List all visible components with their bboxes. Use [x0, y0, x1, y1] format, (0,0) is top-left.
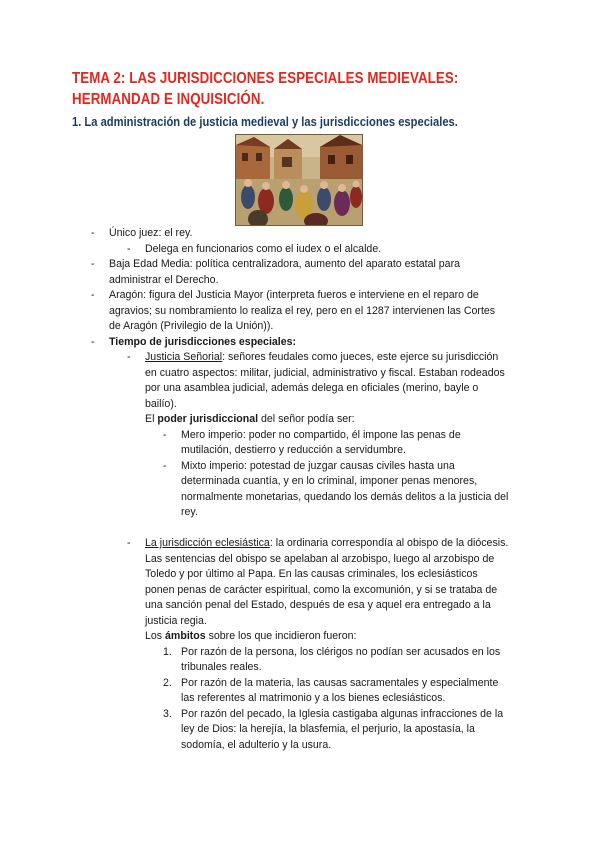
- list-number: 1.: [163, 646, 172, 658]
- bullet-unico-juez: Único juez: el rey.: [109, 227, 193, 239]
- eclesiastica-text: : la ordinaria correspondía al obispo de la diócesis.: [269, 537, 509, 549]
- mixto-imperio-line-3: normalmente monetarias, quedando los demás delitos a la justicia del: [181, 491, 509, 503]
- bullet-aragon-line-3: de Aragón (Privilegio de la Unión)).: [109, 320, 274, 332]
- poder-post: del señor podía ser:: [258, 413, 355, 425]
- ambito-pecado-line-1: Por razón del pecado, la Iglesia castigaba algunas infracciones de la: [181, 708, 504, 720]
- ambitos-pre: Los: [145, 630, 166, 642]
- mixto-imperio-line-1: Mixto imperio: potestad de juzgar causas civiles hasta una: [181, 460, 455, 472]
- poder-pre: El: [145, 413, 158, 425]
- bullet-dash: -: [127, 537, 131, 549]
- bullet-dash: -: [91, 336, 95, 348]
- mixto-imperio-line-4: rey.: [181, 506, 198, 518]
- poder-jurisdiccional-line: [145, 412, 355, 428]
- senorial-line-2: en cuatro aspectos: militar, judicial, administrativo y fiscal. Estaban rodeados: [145, 367, 505, 379]
- senorial-line-1: [145, 350, 498, 366]
- bullet-delega: Delega en funcionarios como el iudex o el alcalde.: [145, 243, 382, 255]
- bullet-dash: -: [127, 243, 131, 255]
- ambito-materia-line-1: Por razón de la materia, las causas sacramentales y especialmente: [181, 677, 499, 689]
- bullet-aragon-line-2: agravios; su nombramiento lo realiza el rey, pero en el 1287 intervienen las Cortes: [109, 305, 496, 317]
- bullet-dash: -: [163, 429, 167, 441]
- jurisdiccion-eclesiastica-label: La jurisdicción eclesiástica: [145, 537, 270, 549]
- poder-bold: poder jurisdiccional: [157, 413, 259, 425]
- page-title: TEMA 2: LAS JURISDICCIONES ESPECIALES MEDIEVALES: HERMANDAD E INQUISICIÓN.: [72, 70, 459, 108]
- bullet-dash: -: [163, 460, 167, 472]
- ambito-persona-line-1: Por razón de la persona, los clérigos no podían ser acusados en los: [181, 646, 501, 658]
- mero-imperio-line-2: mutilación, destierro y reducción a servidumbre.: [181, 444, 406, 456]
- senorial-text: : señores feudales como jueces, este ejerce su jurisdicción: [222, 351, 499, 363]
- eclesiastica-line-1: [145, 536, 508, 552]
- bullet-dash: -: [127, 351, 131, 363]
- bullet-tiempo-jurisdicciones: Tiempo de jurisdicciones especiales:: [109, 336, 297, 348]
- list-number: 2.: [163, 677, 172, 689]
- ambitos-bold: ámbitos: [165, 630, 206, 642]
- bullet-baja-edad-media-line-2: administrar el Derecho.: [109, 274, 219, 286]
- senorial-line-3: por una asamblea judicial, además delega en oficiales (merino, bayle o: [145, 382, 479, 394]
- eclesiastica-line-5: una sanción penal del Estado, después de esa y aquel era entregado a la: [145, 599, 491, 611]
- bullet-aragon-line-1: Aragón: figura del Justicia Mayor (interpreta fueros e interviene en el reparo de: [109, 289, 479, 301]
- senorial-line-4: bailío).: [145, 398, 177, 410]
- eclesiastica-line-2: Las sentencias del obispo se apelaban al arzobispo, luego al arzobispo de: [145, 553, 495, 565]
- ambito-persona-line-2: tribunales reales.: [181, 661, 262, 673]
- bullet-dash: -: [91, 289, 95, 301]
- ambitos-line: [145, 629, 356, 645]
- ambito-pecado-line-3: sodomía, el adulterio y la usura.: [181, 739, 332, 751]
- list-number: 3.: [163, 708, 172, 720]
- section-heading: 1. La administración de justicia medieval y las jurisdicciones especiales.: [72, 114, 458, 129]
- bullet-dash: -: [91, 258, 95, 270]
- eclesiastica-line-3: Toledo y por último al Papa. En las causas criminales, los eclesiásticos: [145, 568, 478, 580]
- mero-imperio-line-1: Mero imperio: poder no compartido, él impone las penas de: [181, 429, 461, 441]
- bullet-baja-edad-media-line-1: Baja Edad Media: política centralizadora, aumento del aparato estatal para: [109, 258, 460, 270]
- eclesiastica-line-4: ponen penas de carácter espiritual, como la excomunión, y si se trataba de: [145, 584, 498, 596]
- mixto-imperio-line-2: determinada cuantía, y en lo criminal, imponer penas menores,: [181, 475, 478, 487]
- ambito-materia-line-2: las referentes al matrimonio y a los bienes eclesiásticos.: [181, 692, 446, 704]
- ambitos-post: sobre los que incidieron fueron:: [205, 630, 357, 642]
- bullet-dash: -: [91, 227, 95, 239]
- eclesiastica-line-6: justicia regia.: [145, 615, 207, 627]
- justicia-senorial-label: Justicia Señorial: [145, 351, 223, 363]
- medieval-market-scene-illustration: [235, 134, 363, 226]
- ambito-pecado-line-2: ley de Dios: la herejía, la blasfemia, el perjurio, la apostasía, la: [181, 723, 475, 735]
